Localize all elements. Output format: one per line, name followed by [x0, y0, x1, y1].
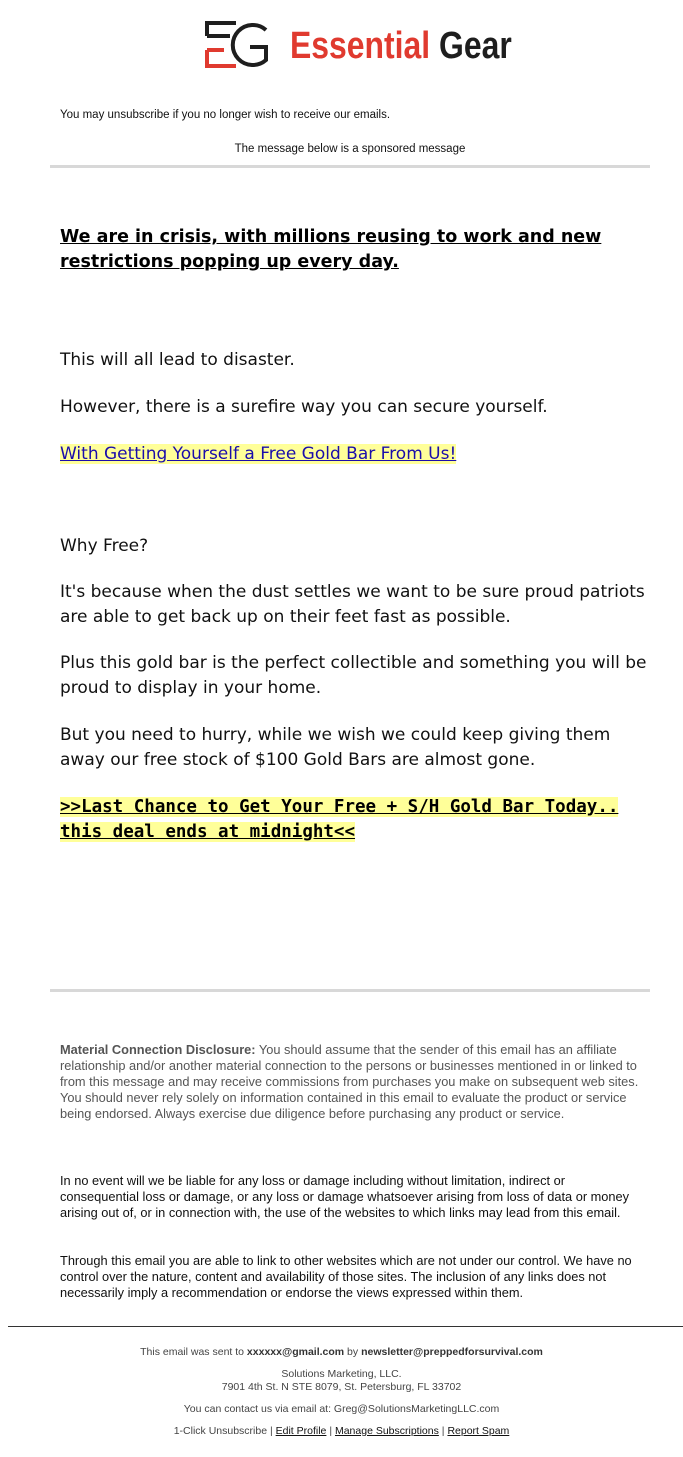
sponsored-notice: The message below is a sponsored message: [234, 143, 466, 155]
paragraph-1: This will all lead to disaster.: [60, 350, 295, 370]
recipient-email: xxxxxx@gmail.com: [246, 1346, 345, 1358]
brand-logo[interactable]: [204, 20, 512, 70]
gold-bar-link[interactable]: With Getting Yourself a Free Gold Bar From Us!: [60, 444, 457, 464]
sent-by-prefix: by: [344, 1346, 362, 1358]
separator: |: [438, 1425, 448, 1437]
disclosure-title: Material Connection Disclosure:: [60, 1042, 256, 1057]
contact-line: You can contact us via email at: Greg@SolutionsMarketingLLC.com: [183, 1403, 500, 1415]
eg-monogram-icon: [204, 20, 270, 70]
disclosure-text: You should assume that the sender of this email has an affiliate relationship and/or another material connection to the persons or businesses mentioned in or linked to from this message and may receive commissions from purchases you make on subsequent web sites. You should never rely solely on information contained in this email to evaluate the product or service being endorsed. Always exercise due diligence before purchasing any product or service.: [60, 1042, 639, 1121]
top-divider: [50, 165, 650, 168]
manage-subscriptions-link[interactable]: Manage Subscriptions: [334, 1425, 439, 1437]
links-notice-paragraph: Through this email you are able to link to other websites which are not under our control. We have no control over the nature, content and availability of those sites. The inclusion of any links does not necessarily imply a recommendation or endorse the views expressed within them.: [60, 1253, 632, 1300]
brand-word-1: Essential: [290, 25, 431, 67]
company-name: Solutions Marketing, LLC.: [281, 1368, 402, 1380]
cta-link[interactable]: >>Last Chance to Get Your Free + S/H Gold Bar Today.. this deal ends at midnight<<: [60, 797, 619, 842]
separator: |: [326, 1425, 335, 1437]
report-spam-link[interactable]: Report Spam: [447, 1425, 510, 1437]
brand-word-2: Gear: [439, 25, 512, 67]
gold-bar-link-wrap: [60, 442, 650, 467]
cta-link-wrap: [60, 795, 650, 845]
brand-wordmark: [290, 24, 512, 68]
headline: [60, 225, 640, 275]
sender-email: newsletter@preppedforsurvival.com: [361, 1346, 543, 1358]
headline-text: We are in crisis, with millions reusing to work and new restrictions popping up every day.: [60, 227, 602, 272]
sent-line: [0, 1346, 683, 1359]
paragraph-2: However, there is a surefire way you can secure yourself.: [60, 397, 548, 417]
paragraph-4: Plus this gold bar is the perfect collectible and something you will be proud to display in your home.: [60, 653, 647, 698]
footer-links: [0, 1425, 683, 1438]
company-address: 7901 4th St. N STE 8079, St. Petersburg, FL 33702: [221, 1381, 462, 1393]
paragraph-5: But you need to hurry, while we wish we could keep giving them away our free stock of $100 Gold Bars are almost gone.: [60, 725, 611, 770]
why-free: Why Free?: [60, 536, 149, 556]
one-click-unsubscribe[interactable]: 1-Click Unsubscribe: [173, 1425, 268, 1437]
footer-divider: [8, 1326, 683, 1327]
sent-prefix: This email was sent to: [140, 1346, 247, 1358]
unsubscribe-notice: You may unsubscribe if you no longer wish to receive our emails.: [60, 109, 391, 121]
paragraph-3: It's because when the dust settles we want to be sure proud patriots are able to get back up on their feet fast as possible.: [60, 582, 645, 627]
edit-profile-link[interactable]: Edit Profile: [275, 1425, 327, 1437]
liability-paragraph: In no event will we be liable for any loss or damage including without limitation, indirect or consequential loss or damage, or any loss or damage whatsoever arising from loss of data or money arising out of, or in connection with, the use of the websites to which links may lead from this email.: [60, 1173, 630, 1220]
bottom-divider: [50, 989, 650, 992]
disclosure-paragraph: [60, 1042, 642, 1122]
separator: |: [267, 1425, 276, 1437]
